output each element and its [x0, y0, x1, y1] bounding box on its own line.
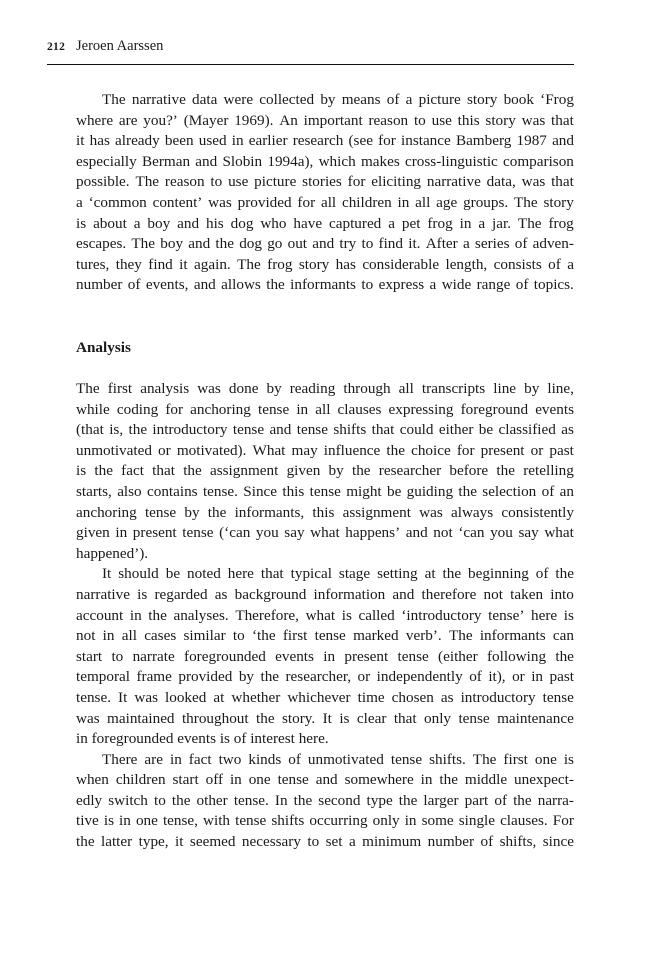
text-line: was maintained throughout the story. It is clear that only tense maintenance: [76, 709, 574, 727]
text-line: a ‘common content’ was provided for all children in all age groups. The story: [76, 193, 574, 211]
text-line: anchoring tense by the informants, this assignment was always consistently: [76, 503, 574, 521]
text-line: is about a boy and his dog who have captured a pet frog in a jar. The frog: [76, 214, 574, 232]
text-line: unmotivated or motivated). What may influence the choice for present or past: [76, 441, 574, 459]
text-line: it has already been used in earlier research (see for instance Bamberg 1987 and: [76, 132, 574, 150]
text-line: The narrative data were collected by means of a picture story book ‘Frog: [102, 91, 574, 108]
paragraph-data-collection: [76, 90, 574, 296]
analysis-section-body: [76, 379, 574, 853]
text-line: possible. The reason to use picture stories for eliciting narrative data, was that: [76, 173, 574, 191]
text-line: is the fact that the assignment given by the researcher before the retelling: [76, 462, 574, 480]
text-line: happened’).: [76, 544, 149, 562]
text-line: not in all cases similar to ‘the first tense marked verb’. The informants can: [76, 627, 574, 645]
text-line: when children start off in one tense and somewhere in the middle unexpect-: [76, 771, 574, 789]
text-line: starts, also contains tense. Since this tense might be guiding the selection of an: [76, 482, 574, 500]
running-header: [47, 38, 574, 65]
text-line: (that is, the introductory tense and tense shifts that could either be classified as: [76, 421, 574, 439]
text-line: temporal frame provided by the researcher, or independently of it), or in past: [76, 668, 574, 686]
text-line: given in present tense (‘can you say what happens’ and not ‘can you say what: [76, 524, 574, 542]
text-line: edly switch to the other tense. In the second type the larger part of the narra-: [76, 791, 574, 809]
text-line: in foregrounded events is of interest here.: [76, 730, 329, 748]
text-line: tive is in one tense, with tense shifts occurring only in some single clauses. For: [76, 812, 574, 830]
text-line: It should be noted here that typical stage setting at the beginning of the: [102, 565, 574, 583]
page-number: 212: [47, 41, 66, 53]
text-line: tense. It was looked at whether whichever time chosen as introductory tense: [76, 688, 574, 706]
section-heading-analysis: Analysis: [76, 339, 131, 356]
text-line: where are you?’ (Mayer 1969). An important reason to use this story was that: [76, 111, 574, 129]
running-head-author: Jeroen Aarssen: [76, 38, 164, 54]
text-line: tures, they find it again. The frog story has considerable length, consists of a: [76, 255, 574, 273]
text-line: escapes. The boy and the dog go out and try to find it. After a series of adven-: [76, 235, 574, 253]
text-line: narrative is regarded as background information and therefore not taken into: [76, 585, 574, 603]
text-line: start to narrate foregrounded events in present tense (either following the: [76, 647, 574, 665]
text-line: account in the analyses. Therefore, what is called ‘introductory tense’ here is: [76, 606, 574, 624]
text-line: There are in fact two kinds of unmotivated tense shifts. The first one is: [102, 750, 574, 768]
text-line: while coding for anchoring tense in all clauses expressing foreground events: [76, 400, 574, 418]
text-line: the latter type, it seemed necessary to set a minimum number of shifts, since: [76, 833, 574, 851]
text-line: number of events, and allows the informants to express a wide range of topics.: [76, 276, 574, 294]
text-line: The first analysis was done by reading through all transcripts line by line,: [76, 380, 574, 397]
text-line: especially Berman and Slobin 1994a), which makes cross-linguistic comparison: [76, 152, 574, 170]
